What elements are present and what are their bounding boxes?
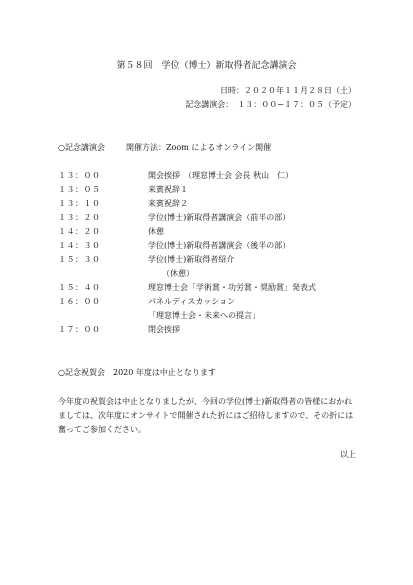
schedule-desc: 閉会挨拶	[148, 325, 180, 334]
schedule-desc: 学位(博士)新取得者紹介	[148, 255, 235, 264]
celebration-paragraph: 今年度の祝賀会は中止となりましたが、今回の学位(博士)新取得者の皆様におかれましては、次年度にオンサイトで開催された折にはご招待しますので、その折には奮ってご参加ください。	[58, 397, 354, 434]
schedule-desc: パネルディスカッション	[148, 297, 236, 306]
schedule-time: １３：００	[58, 171, 101, 180]
schedule-desc: 「理窓博士会・未来への提言」	[148, 311, 260, 320]
lecture-method: 開催方法：Zoom によるオンライン開催	[126, 143, 272, 152]
schedule-desc: 休憩	[148, 227, 164, 236]
schedule-desc: 来賓祝辞１	[148, 185, 188, 194]
schedule-time: １３：０５	[58, 185, 101, 194]
schedule-desc: 学位(博士)新取得者講演会（前半の部）	[148, 213, 291, 222]
schedule-time: １５：４０	[58, 283, 101, 292]
event-date: 日時：２０２０年１１月２８日（土）	[220, 86, 356, 95]
lecture-heading: ○記念講演会	[58, 143, 105, 152]
schedule-time: １５：３０	[58, 255, 101, 264]
schedule-time: １３：１０	[58, 199, 101, 208]
schedule-time: １７：００	[58, 325, 101, 334]
document-title: 第５８回 学位（博士）新取得者記念講演会	[116, 61, 297, 71]
celebration-heading: ○記念祝賀会 2020 年度は中止となります	[58, 368, 216, 377]
schedule-desc: （休憩）	[162, 269, 194, 278]
lecture-time: 記念講演会： １３：００−１７：０５（予定）	[185, 100, 356, 109]
schedule-desc: 来賓祝辞２	[148, 199, 188, 208]
schedule-desc: 開会挨拶 （理窓博士会 会長 秋山 仁）	[148, 171, 294, 180]
schedule-desc: 理窓博士会「学術賞・功労賞・奨励賞」発表式	[148, 283, 316, 292]
schedule-time: １３：２０	[58, 213, 101, 222]
schedule-time: １４：２０	[58, 227, 101, 236]
schedule-time: １６：００	[58, 297, 101, 306]
closing-word: 以上	[340, 450, 356, 459]
schedule-desc: 学位(博士)新取得者講演会（後半の部）	[148, 241, 291, 250]
schedule-time: １４：３０	[58, 241, 101, 250]
